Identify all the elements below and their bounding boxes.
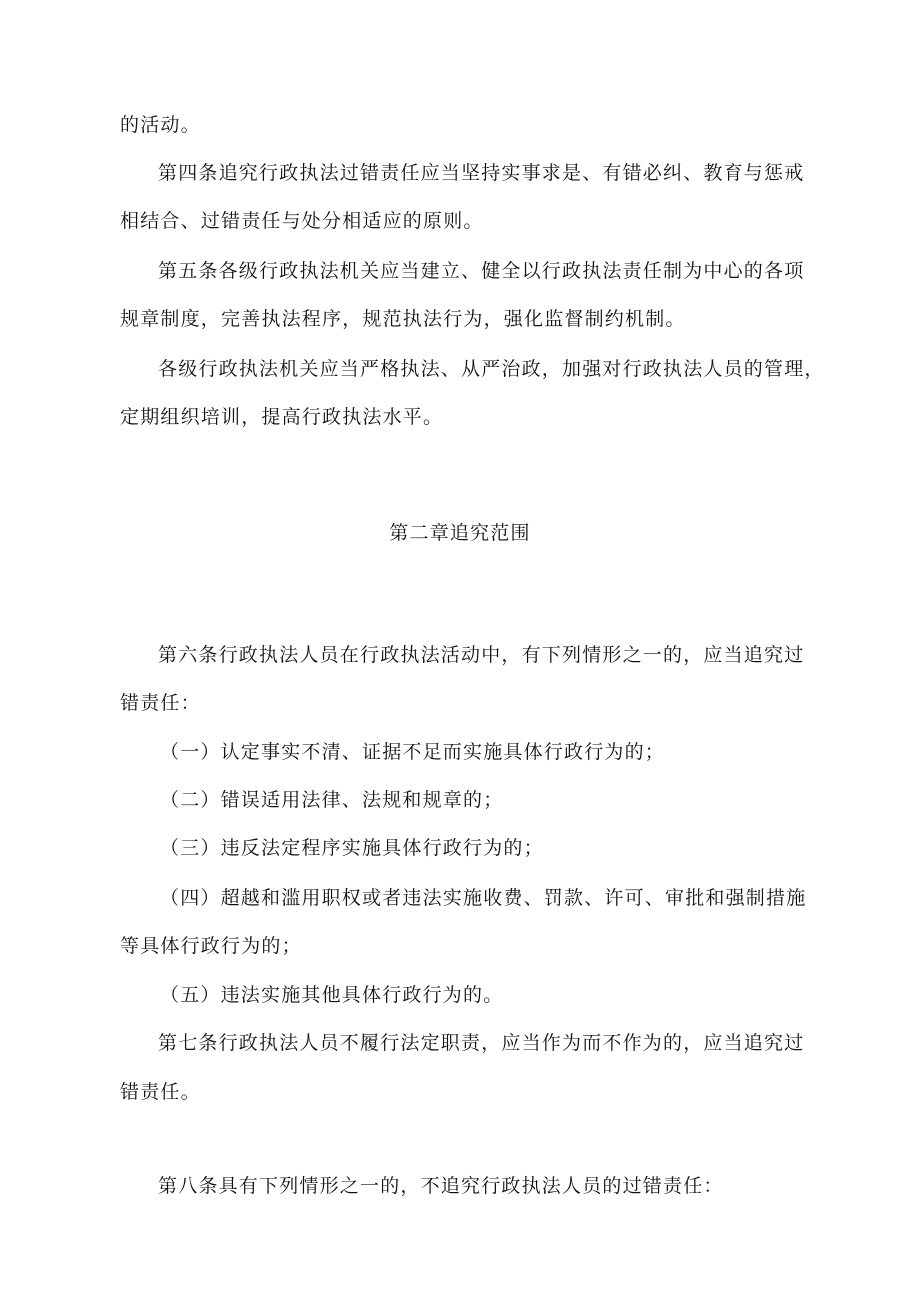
article-5-para2-line-1: 各级行政执法机关应当严格执法、从严治政，加强对行政执法人员的管理，: [158, 358, 825, 380]
article-7-line-2: 错责任。: [120, 1081, 201, 1103]
chapter-heading: 第二章追究范围: [389, 522, 531, 544]
article-5-line-1: 第五条各级行政执法机关应当建立、健全以行政执法责任制为中心的各项: [158, 260, 805, 282]
article-4-line-2: 相结合、过错责任与处分相适应的原则。: [120, 210, 484, 232]
list-item-3: （三）违反法定程序实施具体行政行为的；: [160, 837, 544, 859]
article-8-line-1: 第八条具有下列情形之一的，不追究行政执法人员的过错责任：: [158, 1175, 724, 1197]
article-5-line-2: 规章制度，完善执法程序，规范执法行为，强化监督制约机制。: [120, 308, 686, 330]
article-6-line-2: 错责任：: [120, 692, 201, 714]
article-6-line-1: 第六条行政执法人员在行政执法活动中，有下列情形之一的，应当追究过: [158, 644, 805, 666]
list-item-4-line-1: （四）超越和滥用职权或者违法实施收费、罚款、许可、审批和强制措施: [160, 887, 807, 909]
list-item-5: （五）违法实施其他具体行政行为的。: [160, 984, 504, 1006]
text-line: 的活动。: [120, 114, 201, 136]
article-7-line-1: 第七条行政执法人员不履行法定职责，应当作为而不作为的，应当追究过: [158, 1032, 805, 1054]
article-5-para2-line-2: 定期组织培训，提高行政执法水平。: [120, 406, 444, 428]
list-item-2: （二）错误适用法律、法规和规章的；: [160, 789, 504, 811]
list-item-1: （一）认定事实不清、证据不足而实施具体行政行为的；: [160, 741, 666, 763]
list-item-4-line-2: 等具体行政行为的；: [120, 935, 302, 957]
article-4-line-1: 第四条追究行政执法过错责任应当坚持实事求是、有错必纠、教育与惩戒: [158, 162, 805, 184]
